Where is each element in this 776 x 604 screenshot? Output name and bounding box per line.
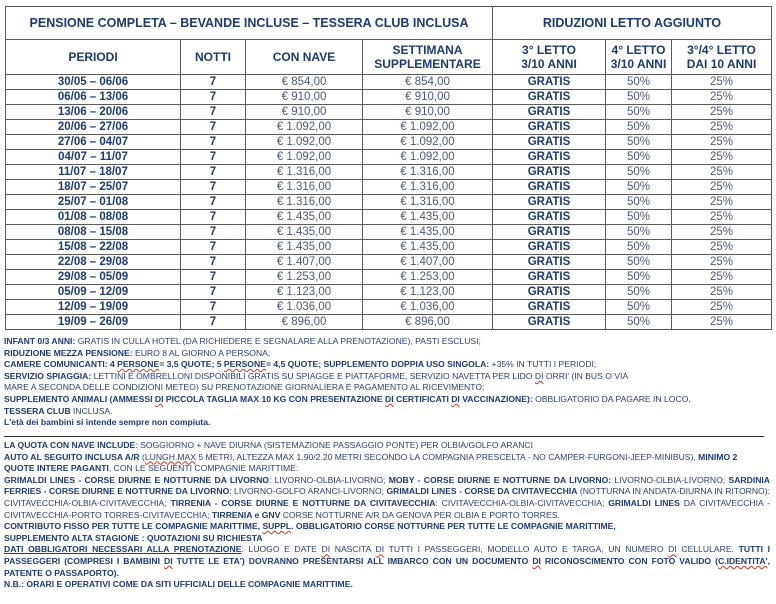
- cell-with-ship: € 854,00: [246, 75, 363, 90]
- text: LUNGH.MAX: [144, 451, 196, 462]
- cell-bed4: 50%: [606, 255, 672, 270]
- cell-extra-week: € 1.036,00: [363, 300, 493, 315]
- text: DI: [321, 544, 331, 555]
- cell-bed34: 25%: [672, 75, 772, 90]
- cell-bed4: 50%: [606, 225, 672, 240]
- cell-extra-week: € 1.092,00: [363, 135, 493, 150]
- cell-extra-week: € 1.316,00: [363, 195, 493, 210]
- col-bed3-line1: 3° LETTO: [522, 43, 576, 57]
- cell-with-ship: € 910,00: [246, 90, 363, 105]
- cell-extra-week: € 1.316,00: [363, 180, 493, 195]
- note-label: RIDUZIONE MEZZA PENSIONE:: [4, 347, 133, 358]
- note-text: : SOGGIORNO + NAVE DIURNA (SISTEMAZIONE PASSAGGIO PONTE) PER OLBIA/GOLFO ARANCI: [135, 440, 533, 450]
- cell-bed4: 50%: [606, 195, 672, 210]
- table-row: [6, 225, 772, 240]
- table-row: [6, 285, 772, 300]
- note-text: ORRI' (IN BUS O VIA: [543, 370, 629, 381]
- text: TUTTI I PASSEGGERI (COMPRESI I BAMBINI: [4, 544, 770, 566]
- cell-bed3: GRATIS: [493, 285, 606, 300]
- col-nights: NOTTI: [181, 40, 246, 75]
- note-nb: [4, 579, 770, 591]
- cell-period: 29/08 – 05/09: [6, 270, 181, 285]
- col-period: PERIODI: [6, 40, 181, 75]
- col-bed4-line2: 3/10 ANNI: [610, 57, 667, 71]
- cell-bed3: GRATIS: [493, 90, 606, 105]
- cell-extra-week: € 910,00: [363, 90, 493, 105]
- table-row: [6, 210, 772, 225]
- cell-bed4: 50%: [606, 120, 672, 135]
- cell-bed3: GRATIS: [493, 165, 606, 180]
- cell-bed34: 25%: [672, 120, 772, 135]
- cell-with-ship: € 1.036,00: [246, 300, 363, 315]
- table-row: [6, 315, 772, 330]
- cell-nights: 7: [181, 285, 246, 300]
- cell-with-ship: € 1.092,00: [246, 120, 363, 135]
- text: DI: [451, 393, 460, 404]
- cell-period: 13/06 – 20/06: [6, 105, 181, 120]
- cell-nights: 7: [181, 120, 246, 135]
- cell-bed34: 25%: [672, 285, 772, 300]
- note-label: SUPPLEMENTO ALTA STAGIONE : QUOTAZIONI SU RICHIESTA: [4, 532, 263, 543]
- col-bed34: [672, 40, 772, 75]
- text: . OBBLIGATORIO CORSE NOTTURNE PER TUTTE LE COMPAGNIE MARITTIME,: [291, 521, 616, 532]
- table-row: [6, 240, 772, 255]
- col-bed4: [606, 40, 672, 75]
- cell-nights: 7: [181, 300, 246, 315]
- cell-period: 08/08 – 15/08: [6, 225, 181, 240]
- cell-bed4: 50%: [606, 300, 672, 315]
- cell-bed3: GRATIS: [493, 300, 606, 315]
- table-row: [6, 120, 772, 135]
- cell-bed4: 50%: [606, 180, 672, 195]
- cell-bed34: 25%: [672, 240, 772, 255]
- note-label: SERVIZIO SPIAGGIA:: [4, 370, 92, 381]
- cell-bed4: 50%: [606, 240, 672, 255]
- cell-bed4: 50%: [606, 135, 672, 150]
- table-row: [6, 180, 772, 195]
- text: = 3,5 QUOTE; 5: [159, 359, 224, 370]
- text: DI: [375, 544, 385, 555]
- cell-period: 19/09 – 26/09: [6, 315, 181, 330]
- table-row: [6, 75, 772, 90]
- note-text: LIVORNO-OLBIA-LIVORNO;: [611, 474, 729, 485]
- cell-bed3: GRATIS: [493, 270, 606, 285]
- col-bed34-line2: DAI 10 ANNI: [686, 57, 757, 71]
- ship-notes: [4, 440, 770, 591]
- note-text: CELLULARE.: [676, 544, 739, 555]
- cell-bed34: 25%: [672, 180, 772, 195]
- note-text: : LIVORNO-GOLFO ARANCI-LIVORNO;: [229, 486, 387, 497]
- cell-nights: 7: [181, 225, 246, 240]
- cell-nights: 7: [181, 165, 246, 180]
- col-with-ship: CON NAVE: [246, 40, 363, 75]
- note-text: (NOTTURNA IN ANDATA-DIURNA IN RITORNO): CIVITAVECCHIA-OLBIA-CIVITAVECCHIA;: [4, 486, 770, 508]
- cell-bed4: 50%: [606, 165, 672, 180]
- note-text: : LUOGO E DATE: [241, 544, 322, 555]
- cell-period: 22/08 – 29/08: [6, 255, 181, 270]
- table-row: [6, 150, 772, 165]
- note-text: : LIVORNO-OLBIA-LIVORNO;: [269, 474, 389, 485]
- note-label: MOBY - CORSE DIURNE E NOTTURNE DA LIVORNO:: [388, 474, 612, 485]
- cell-period: 06/06 – 13/06: [6, 90, 181, 105]
- cell-bed3: GRATIS: [493, 315, 606, 330]
- table-row: [6, 255, 772, 270]
- note-text: LETTINI E OMBRELLONI DISPONIBILI GRATIS SU SPIAGGE E PIATTAFORME, SERVIZIO NAVETTA PER LIDO: [91, 370, 535, 381]
- note-text: 5 METRI, ALTEZZA MAX 1.90/2.20 METRI SECONDO LA COMPAGNIA PRESCELTA - NO CAMPER-FURGONI-JEEP-MINIBUS),: [195, 451, 699, 462]
- cell-bed4: 50%: [606, 105, 672, 120]
- cell-with-ship: € 1.435,00: [246, 225, 363, 240]
- note-label: GRIMALDI LINES: [608, 497, 680, 508]
- text: CONTRIBUTO FISSO PER TUTTE LE COMPAGNIE MARITTIME,: [4, 521, 263, 532]
- cell-with-ship: € 1.123,00: [246, 285, 363, 300]
- note-fixed: [4, 521, 770, 533]
- col-bed34-line1: 3°/4° LETTO: [687, 43, 756, 57]
- cell-nights: 7: [181, 315, 246, 330]
- table-row: [6, 300, 772, 315]
- cell-nights: 7: [181, 75, 246, 90]
- text: DI: [164, 555, 173, 566]
- price-table: [5, 6, 772, 330]
- cell-period: 27/06 – 04/07: [6, 135, 181, 150]
- cell-period: 01/08 – 08/08: [6, 210, 181, 225]
- note-children-age: [4, 417, 770, 429]
- cell-period: 30/05 – 06/06: [6, 75, 181, 90]
- cell-bed34: 25%: [672, 210, 772, 225]
- cell-nights: 7: [181, 195, 246, 210]
- note-label: N.B.: ORARI E OPERATIVI COME DA SITI UFFICIALI DELLE COMPAGNIE MARITTIME.: [4, 579, 353, 590]
- cell-extra-week: € 896,00: [363, 315, 493, 330]
- note-text: , CON LE SEGUENTI COMPAGNIE MARITTIME:: [108, 463, 299, 474]
- note-infant: [4, 336, 770, 348]
- note-text: TUTTI I PASSEGGERI, MODELLO AUTO E TARGA, UN NUMERO: [384, 544, 669, 555]
- text: C.IDENTITA': [717, 555, 768, 566]
- note-label: TESSERA CLUB: [4, 405, 71, 416]
- cell-with-ship: € 1.407,00: [246, 255, 363, 270]
- col-extra-week-line2: SUPPLEMENTARE: [374, 57, 481, 71]
- note-text: +35% IN TUTTI I PERIODI;: [489, 359, 597, 370]
- cell-bed4: 50%: [606, 150, 672, 165]
- header-main: PENSIONE COMPLETA – BEVANDE INCLUSE – TESSERA CLUB INCLUSA: [6, 7, 493, 40]
- col-bed3-line2: 3/10 ANNI: [521, 57, 577, 71]
- text: = 4,5 QUOTE; SUPPLEMENTO DOPPIA USO SINGOLA:: [265, 359, 490, 370]
- cell-with-ship: € 1.316,00: [246, 195, 363, 210]
- note-beach: [4, 371, 770, 394]
- cell-extra-week: € 1.435,00: [363, 240, 493, 255]
- note-text: NASCITA: [330, 544, 376, 555]
- cell-period: 25/07 – 01/08: [6, 195, 181, 210]
- cell-bed3: GRATIS: [493, 150, 606, 165]
- note-label: INFANT 0/3 ANNI:: [4, 336, 76, 346]
- cell-extra-week: € 1.092,00: [363, 120, 493, 135]
- note-text: MARE A SECONDA DELLE CONDIZIONI METEO) SU PRENOTAZIONE GIORNALIERA E PAGAMENTO AL RICEVIMENTO;: [4, 382, 485, 393]
- cell-extra-week: € 1.407,00: [363, 255, 493, 270]
- note-car: [4, 452, 770, 475]
- cell-bed4: 50%: [606, 90, 672, 105]
- cell-nights: 7: [181, 135, 246, 150]
- table-row: [6, 270, 772, 285]
- cell-bed3: GRATIS: [493, 135, 606, 150]
- cell-bed34: 25%: [672, 255, 772, 270]
- text: CAMERE COMUNICANTI: 4: [4, 359, 118, 370]
- cell-period: 11/07 – 18/07: [6, 165, 181, 180]
- note-label: MINIMO 2 QUOTE INTERE PAGANTI: [4, 451, 738, 474]
- text: PERSONE: [223, 359, 266, 370]
- cell-with-ship: € 1.316,00: [246, 165, 363, 180]
- cell-bed3: GRATIS: [493, 225, 606, 240]
- note-label: TIRRENIA e GNV: [211, 509, 281, 520]
- note-label: AUTO AL SEGUITO INCLUSA A/R: [4, 451, 140, 462]
- text: , PATENTE O PASSAPORTO).: [4, 555, 770, 578]
- note-rooms: [4, 359, 770, 371]
- table-row: [6, 195, 772, 210]
- text: CERTIFICATI: [393, 393, 452, 404]
- col-extra-week-line1: SETTIMANA: [392, 43, 463, 57]
- cell-bed34: 25%: [672, 300, 772, 315]
- cell-bed3: GRATIS: [493, 75, 606, 90]
- cell-with-ship: € 1.435,00: [246, 240, 363, 255]
- header-reductions: RIDUZIONI LETTO AGGIUNTO: [493, 7, 772, 40]
- text: RICONOSCIMENTO CON FOTO VALIDO (: [540, 555, 718, 566]
- note-high-season: [4, 533, 770, 545]
- cell-extra-week: € 1.435,00: [363, 225, 493, 240]
- text: PICCOLA TAGLIA MAX 10 KG CON PRESENTAZIONE: [163, 393, 386, 404]
- cell-extra-week: € 1.092,00: [363, 150, 493, 165]
- cell-bed3: GRATIS: [493, 180, 606, 195]
- note-label: L'età dei bambini si intende sempre non compiuta.: [4, 417, 211, 428]
- text: DI: [532, 555, 541, 566]
- price-rows: [6, 75, 772, 330]
- table-row: [6, 165, 772, 180]
- text: VACCINAZIONE):: [459, 393, 533, 404]
- cell-bed34: 25%: [672, 105, 772, 120]
- cell-nights: 7: [181, 270, 246, 285]
- cell-period: 12/09 – 19/09: [6, 300, 181, 315]
- note-text: OBBLIGATORIO DA PAGARE IN LOCO.: [532, 393, 691, 404]
- cell-with-ship: € 1.435,00: [246, 210, 363, 225]
- cell-nights: 7: [181, 240, 246, 255]
- cell-bed34: 25%: [672, 195, 772, 210]
- note-text: (: [139, 451, 145, 462]
- cell-nights: 7: [181, 255, 246, 270]
- note-text: EURO 8 AL GIORNO A PERSONA;: [132, 347, 271, 358]
- text: SUPPLEMENTO ANIMALI (AMMESSI: [4, 393, 155, 404]
- text: DI: [385, 393, 394, 404]
- cell-bed4: 50%: [606, 75, 672, 90]
- note-label: [4, 394, 533, 404]
- note-label: TIRRENIA - CORSE DIURNE E NOTTURNE DA CIVITAVECCHIA: [170, 497, 436, 508]
- cell-bed3: GRATIS: [493, 240, 606, 255]
- cell-with-ship: € 910,00: [246, 105, 363, 120]
- cell-nights: 7: [181, 150, 246, 165]
- cell-period: 18/07 – 25/07: [6, 180, 181, 195]
- cell-bed4: 50%: [606, 315, 672, 330]
- note-text: INCLUSA.: [70, 405, 113, 416]
- cell-extra-week: € 1.435,00: [363, 210, 493, 225]
- note-text: : CIVITAVECCHIA-OLBIA-CIVITAVECCHIA;: [435, 497, 609, 508]
- cell-with-ship: € 1.092,00: [246, 150, 363, 165]
- cell-period: 05/09 – 12/09: [6, 285, 181, 300]
- cell-bed4: 50%: [606, 210, 672, 225]
- cell-with-ship: € 1.253,00: [246, 270, 363, 285]
- col-extra-week: [363, 40, 493, 75]
- cell-bed3: GRATIS: [493, 120, 606, 135]
- note-label: DATI OBBLIGATORI NECESSARI ALLA PRENOTAZIONE: [4, 544, 242, 555]
- cell-bed34: 25%: [672, 165, 772, 180]
- note-label: GRIMALDI LINES - CORSE DA CIVITAVECCHIA: [386, 486, 578, 497]
- cell-bed3: GRATIS: [493, 255, 606, 270]
- cell-nights: 7: [181, 90, 246, 105]
- cell-extra-week: € 910,00: [363, 105, 493, 120]
- cell-with-ship: € 1.092,00: [246, 135, 363, 150]
- cell-bed4: 50%: [606, 270, 672, 285]
- note-label: LA QUOTA CON NAVE INCLUDE: [4, 440, 136, 450]
- cell-bed34: 25%: [672, 270, 772, 285]
- note-pets: [4, 394, 770, 406]
- cell-extra-week: € 1.316,00: [363, 165, 493, 180]
- note-lines: [4, 475, 770, 521]
- cell-bed34: 25%: [672, 315, 772, 330]
- cell-period: 20/06 – 27/06: [6, 120, 181, 135]
- cell-nights: 7: [181, 105, 246, 120]
- note-text: CORSE NOTTURNE A/R DA GENOVA PER OLBIA E PORTO TORRES.: [280, 509, 560, 520]
- table-row: [6, 105, 772, 120]
- hotel-notes: [4, 336, 770, 429]
- cell-bed34: 25%: [672, 150, 772, 165]
- col-bed3: [493, 40, 606, 75]
- cell-nights: 7: [181, 180, 246, 195]
- cell-bed34: 25%: [672, 135, 772, 150]
- cell-nights: 7: [181, 210, 246, 225]
- cell-bed3: GRATIS: [493, 105, 606, 120]
- note-label: [4, 521, 616, 531]
- cell-with-ship: € 896,00: [246, 315, 363, 330]
- section-divider: [4, 436, 764, 437]
- cell-bed34: 25%: [672, 225, 772, 240]
- note-label: GRIMALDI LINES - CORSE DIURNE E NOTTURNE DA LIVORNO: [4, 474, 269, 485]
- cell-extra-week: € 1.253,00: [363, 270, 493, 285]
- text: DI: [534, 370, 544, 381]
- cell-extra-week: € 854,00: [363, 75, 493, 90]
- text: SUPPL: [262, 521, 292, 532]
- table-row: [6, 135, 772, 150]
- cell-extra-week: € 1.123,00: [363, 285, 493, 300]
- note-label: [4, 359, 489, 369]
- col-bed4-line1: 4° LETTO: [611, 43, 666, 57]
- text: PERSONE: [117, 359, 160, 370]
- note-half-board: [4, 348, 770, 360]
- note-club: [4, 406, 770, 418]
- note-includes: [4, 440, 770, 452]
- note-text: GRATIS IN CULLA HOTEL (DA RICHIEDERE E SEGNALARE ALLA PRENOTAZIONE), PASTI ESCLUSI;: [75, 336, 481, 346]
- cell-bed4: 50%: [606, 285, 672, 300]
- text: DI: [668, 544, 677, 555]
- cell-period: 04/07 – 11/07: [6, 150, 181, 165]
- note-label: SARDINIA FERRIES - CORSE DIURNE E NOTTURNE DA LIVORNO: [4, 474, 771, 497]
- text: TUTTE LE ETA') DOVRANNO PRESENTARSI ALL IMBARCO CON UN DOCUMENTO: [172, 555, 533, 566]
- cell-bed3: GRATIS: [493, 195, 606, 210]
- note-required-data: [4, 544, 770, 579]
- cell-bed3: GRATIS: [493, 210, 606, 225]
- table-row: [6, 90, 772, 105]
- note-text: DA CIVITAVECCHIA - CIVITAVECCHIA-PORTO TORRES-CIVITAVECCHIA;: [4, 497, 770, 520]
- cell-bed34: 25%: [672, 90, 772, 105]
- cell-with-ship: € 1.316,00: [246, 180, 363, 195]
- cell-period: 15/08 – 22/08: [6, 240, 181, 255]
- text: DI: [154, 393, 164, 404]
